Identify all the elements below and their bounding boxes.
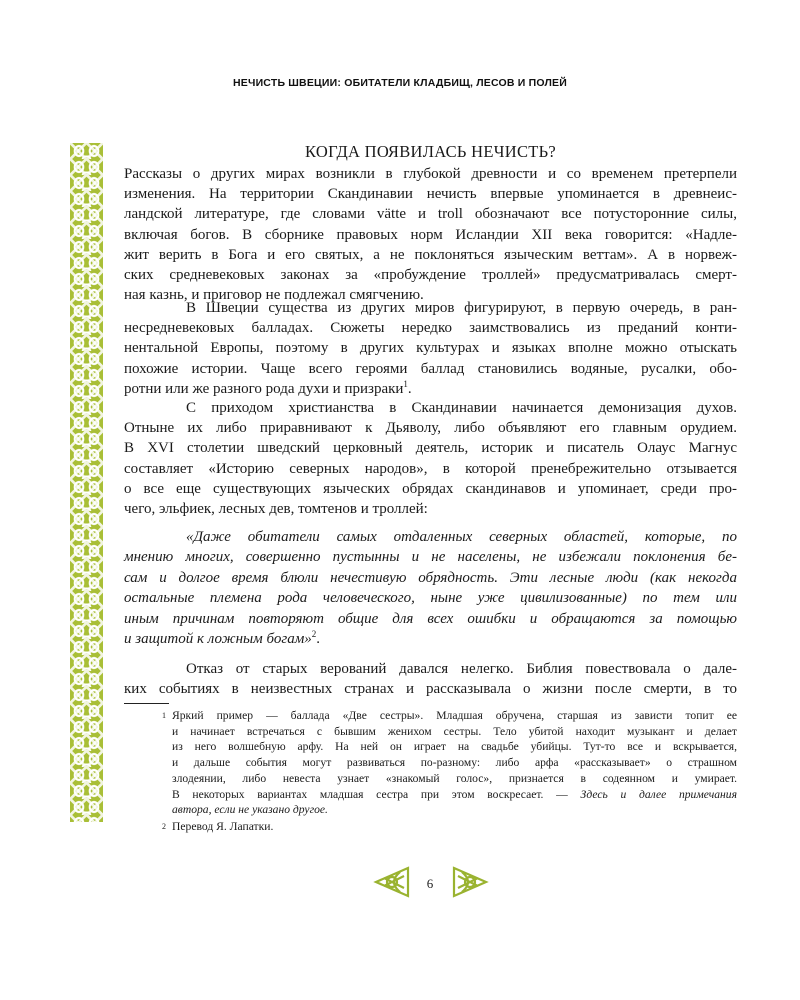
text-line: и защитой к ложным богам»$^2$. [124, 629, 321, 648]
text-line: иным причинам повторяют общие для всех ошибки и обращаются за помощью [124, 610, 737, 627]
text-line: Отказ от старых верований давался нелегко. Библия повествовала о дале- [186, 661, 737, 677]
block-quote [124, 527, 737, 649]
text-line: несредневековых балладах. Сюжеты нередко заимствовались из преданий конти- [124, 320, 737, 337]
footnote-ref[interactable]: 1 [403, 378, 408, 389]
paragraph-4 [124, 659, 737, 699]
text-segment: В некоторых вариантах младшая сестра при этом воскресает. — [172, 787, 568, 801]
text-line: ная казнь, и приговор не подлежал смягчению. [124, 287, 424, 304]
text-line: В XVI столетии шведский церковный деятель, историк и писатель Олаус Магнус [124, 440, 737, 457]
celtic-knot-border-icon [70, 143, 103, 822]
text-line: жит верить в Бога и его святых, а не поклоняться языческим веттам». А в норвеж- [124, 246, 737, 263]
celtic-ornament-right-icon [452, 864, 492, 900]
text-line: С приходом христианства в Скандинавии начинается демонизация духов. [186, 400, 737, 416]
footnote-2 [162, 819, 737, 835]
text-segment: ротни или же разного рода духи и призраки [124, 380, 404, 397]
text-line [172, 802, 737, 818]
text-line: «Даже обитатели самых отдаленных северных областей, которые, по [186, 529, 737, 545]
text-line: чего, эльфиек, лесных дев, томтенов и троллей: [124, 501, 428, 518]
paragraph-2 [124, 298, 737, 399]
text-line: включая богов. В сборнике правовых норм Исландии XII века говорится: «Надле- [124, 226, 737, 243]
footnote-ref[interactable]: 2 [311, 629, 317, 640]
text-line: В Швеции существа из других миров фигурируют, в первую очередь, в ран- [186, 300, 737, 316]
footnotes [162, 708, 737, 835]
text-line [172, 787, 737, 803]
text-line: и начинает встречаться с бывшим женихом сестры. Тело убитой находит музыкант и делает [172, 724, 737, 738]
footnote-1 [162, 708, 737, 818]
text-line: похожие истории. Чаще всего героями баллад становились водяные, русалки, обо- [124, 360, 737, 377]
text-segment: и защитой к ложным богам» [124, 631, 312, 648]
footnote-mark: 2 [162, 821, 166, 831]
footnote-divider [124, 703, 169, 704]
text-line: Рассказы о других мирах возникли в глубокой древности и со временем претерпели [124, 166, 737, 182]
page-number: 6 [426, 876, 434, 891]
text-line: изменения. На территории Скандинавии нечисть впервые упоминается в древнеис- [124, 186, 737, 203]
text-line: Яркий пример — баллада «Две сестры». Младшая обручена, старшая из зависти топит ее [172, 709, 737, 722]
text-line: о все еще существующих языческих обрядах скандинавов и упоминает, среди про- [124, 480, 737, 497]
paragraph-1 [124, 164, 737, 305]
text-line: нентальной Европы, поэтому в других культурах и языках вполне можно отыскать [124, 340, 737, 357]
text-line: из него волшебную арфу. На ней он играет на свадьбе убийцы. Тут-то все и вскрывается, [172, 740, 737, 754]
text-line: Отныне их либо приравнивают к Дьяволу, либо объявляют его главным орудием. [124, 420, 737, 437]
chapter-title: КОГДА ПОЯВИЛАСЬ НЕЧИСТЬ? [304, 142, 557, 161]
text-line: ротни или же разного рода духи и призраки$^1$. [124, 378, 412, 397]
text-line: остальные племена рода человеческого, ныне уже цивилизованные) по тем или [124, 590, 737, 607]
text-line: ких событиях в неизвестных странах и рассказывала о жизни после смерти, в то [124, 681, 737, 698]
text-line: составляет «Историю северных народов», в которой пренебрежительно отзывается [124, 460, 737, 477]
footnote-mark: 1 [162, 711, 166, 720]
text-segment: автора, если не указано другое. [172, 803, 328, 817]
text-line: и дальше события могут развиваться по-разному: либо арфа «рассказывает» о страшном [172, 756, 737, 770]
text-line: Перевод Я. Лапатки. [172, 819, 274, 833]
text-line: злодеянии, либо невеста узнает «знакомый голос», признается в содеянном и умирает. [172, 771, 737, 785]
paragraph-3 [124, 398, 737, 519]
text-segment: Здесь и далее примечания [580, 787, 737, 801]
text-line: ских средневековых законах за «пробуждение троллей» предусматривалась смерт- [124, 267, 737, 284]
text-line: ландской литературе, где словами vätte и troll обозначают все потусторонние силы, [124, 206, 737, 223]
celtic-ornament-left-icon [370, 864, 410, 900]
text-line: сам и долгое время блюли нечестивую обрядность. Эти лесные люди (как некогда [124, 569, 737, 586]
running-head: НЕЧИСТЬ ШВЕЦИИ: ОБИТАТЕЛИ КЛАДБИЩ, ЛЕСОВ И ПОЛЕЙ [233, 77, 567, 89]
text-line: мнению многих, совершенно пустынны и не населены, не избежали поклонения бе- [124, 549, 737, 566]
